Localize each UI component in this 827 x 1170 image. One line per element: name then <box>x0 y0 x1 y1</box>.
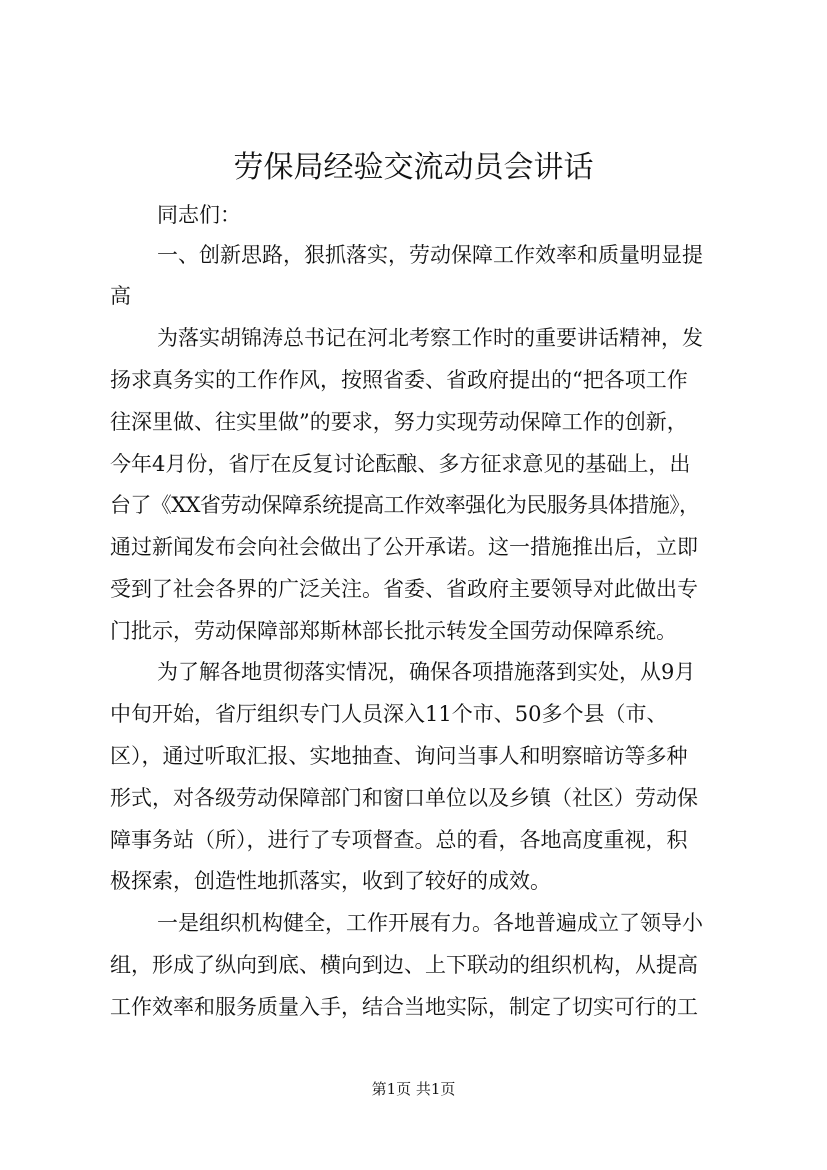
body-line: 一是组织机构健全，工作开展有力。各地普遍成立了领导小 <box>157 911 703 935</box>
body-line: 同志们： <box>157 203 241 227</box>
body-line: 组，形成了纵向到底、横向到边、上下联动的组织机构，从提高 <box>110 953 698 977</box>
body-line: 区），通过听取汇报、实地抽查、询问当事人和明察暗访等多种 <box>110 744 688 768</box>
body-line: 极探索，创造性地抓落实，收到了较好的成效。 <box>110 869 551 893</box>
body-line: 往深里做、往实里做”的要求，努力实现劳动保障工作的创新， <box>110 410 688 434</box>
body-line: 今年4月份，省厅在反复讨论酝酿、多方征求意见的基础上，出 <box>110 452 691 476</box>
body-line: 通过新闻发布会向社会做出了公开承诺。这一措施推出后，立即 <box>110 535 698 559</box>
document-title: 劳保局经验交流动员会讲话 <box>233 150 594 185</box>
body-line: 障事务站（所），进行了专项督查。总的看，各地高度重视，积 <box>110 828 688 852</box>
body-line: 形式，对各级劳动保障部门和窗口单位以及乡镇（社区）劳动保 <box>110 786 698 810</box>
body-line: 受到了社会各界的广泛关注。省委、省政府主要领导对此做出专 <box>110 577 698 601</box>
body-line: 台了《XX省劳动保障系统提高工作效率强化为民服务具体措施》， <box>110 493 700 517</box>
body-line: 中旬开始，省厅组织专门人员深入11个市、50多个县（市、 <box>110 702 668 726</box>
page-footer: 第1页 共1页 <box>371 1080 456 1098</box>
body-line: 为落实胡锦涛总书记在河北考察工作时的重要讲话精神，发 <box>157 326 703 350</box>
body-line: 为了解各地贯彻落实情况，确保各项措施落到实处，从9月 <box>157 660 696 684</box>
body-line: 门批示，劳动保障部郑斯林部长批示转发全国劳动保障系统。 <box>110 619 677 643</box>
body-line: 一、创新思路，狠抓落实，劳动保障工作效率和质量明显提 <box>157 243 703 267</box>
body-line: 工作效率和服务质量入手，结合当地实际，制定了切实可行的工 <box>110 995 698 1019</box>
body-line: 扬求真务实的工作作风，按照省委、省政府提出的“把各项工作 <box>110 368 688 392</box>
body-line: 高 <box>110 284 131 308</box>
